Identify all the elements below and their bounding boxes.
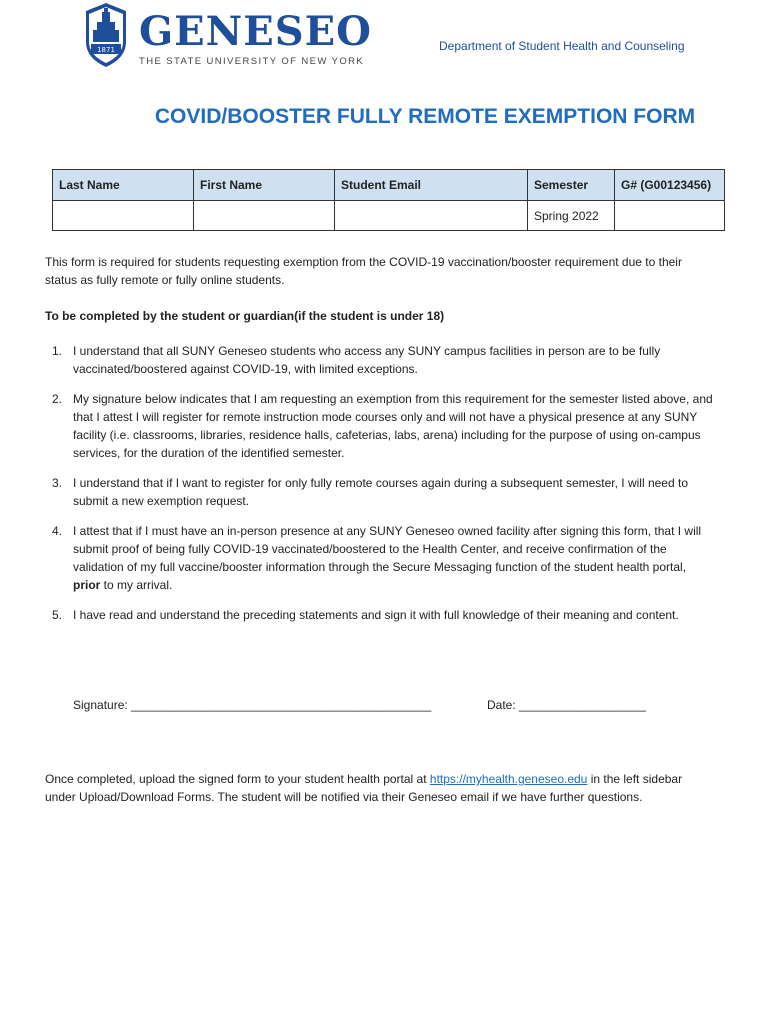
form-title: COVID/BOOSTER FULLY REMOTE EXEMPTION FORM [154, 105, 696, 128]
header-g-number: G# (G00123456) [615, 170, 725, 201]
header-student-email: Student Email [335, 170, 528, 201]
signature-line[interactable]: Signature: _____________________________________________ [73, 698, 432, 712]
item-text-after: to my arrival. [100, 578, 173, 592]
item-text: I understand that all SUNY Geneseo students who access any SUNY campus facilities in person are to be fully vaccinated/boostered against COVID-19, with limited exceptions. [73, 344, 661, 376]
semester-value: Spring 2022 [528, 201, 615, 231]
item-number: 4. [52, 524, 63, 538]
logo-subtitle: THE STATE UNIVERSITY OF NEW YORK [139, 56, 365, 67]
list-item [45, 390, 715, 462]
signature-row [73, 698, 713, 712]
g-number-field[interactable] [615, 201, 725, 231]
list-item [45, 474, 715, 510]
list-item [45, 606, 715, 624]
header-last-name: Last Name [53, 170, 194, 201]
health-portal-link[interactable]: https://myhealth.geneseo.edu [429, 772, 588, 786]
list-item [45, 342, 715, 378]
page-header [0, 0, 770, 80]
item-number: 2. [52, 392, 63, 406]
geneseo-seal-logo [83, 2, 129, 68]
department-name: Department of Student Health and Counseling [439, 39, 685, 53]
table-header-row [53, 170, 725, 201]
header-first-name: First Name [194, 170, 335, 201]
intro-paragraph: This form is required for students requesting exemption from the COVID-19 vaccination/booster requirement due to their status as fully remote or fully online students. [45, 255, 682, 287]
student-email-field[interactable] [335, 201, 528, 231]
item-number: 1. [52, 344, 63, 358]
student-info-table [52, 169, 725, 231]
closing-paragraph [45, 770, 715, 806]
item-text-before: I attest that if I must have an in-person presence at any SUNY Geneseo owned facility after signing this form, that I will submit proof of being fully COVID-19 vaccinated/boostered to the Health Center, and receive confirmation of the validation of my full vaccine/booster information through the Secure Messaging function of the student health portal, [73, 524, 702, 574]
item-number: 5. [52, 608, 63, 622]
item-text: I have read and understand the preceding statements and sign it with full knowledge of their meaning and content. [73, 608, 679, 622]
table-value-row [53, 201, 725, 231]
logo-wordmark: GENESEO [139, 8, 372, 55]
list-item [45, 522, 715, 594]
date-line[interactable]: Date: ___________________ [487, 698, 646, 712]
item-text-bold: prior [73, 578, 101, 592]
item-text: I understand that if I want to register for only fully remote courses again during a subsequent semester, I will need to submit a new exemption request. [73, 476, 688, 508]
logo-year: 1871 [97, 46, 115, 54]
item-number: 3. [52, 476, 63, 490]
closing-text-before: Once completed, upload the signed form to your student health portal at [45, 772, 430, 786]
first-name-field[interactable] [194, 201, 335, 231]
completion-instruction: To be completed by the student or guardian(if the student is under 18) [45, 309, 445, 323]
last-name-field[interactable] [53, 201, 194, 231]
attestation-list [45, 342, 715, 636]
header-semester: Semester [528, 170, 615, 201]
closing-text-after: in the left sidebar under Upload/Download Forms. The student will be notified via their Geneseo email if we have further questions. [45, 772, 683, 804]
item-text: My signature below indicates that I am requesting an exemption from this requirement for the semester listed above, and that I attest I will register for remote instruction mode courses only and will not have a physical presence at any SUNY facility (i.e. classrooms, libraries, residence halls, cafeterias, labs, arena) including for the purpose of using on-campus services, for the duration of the identified semester. [73, 392, 713, 460]
